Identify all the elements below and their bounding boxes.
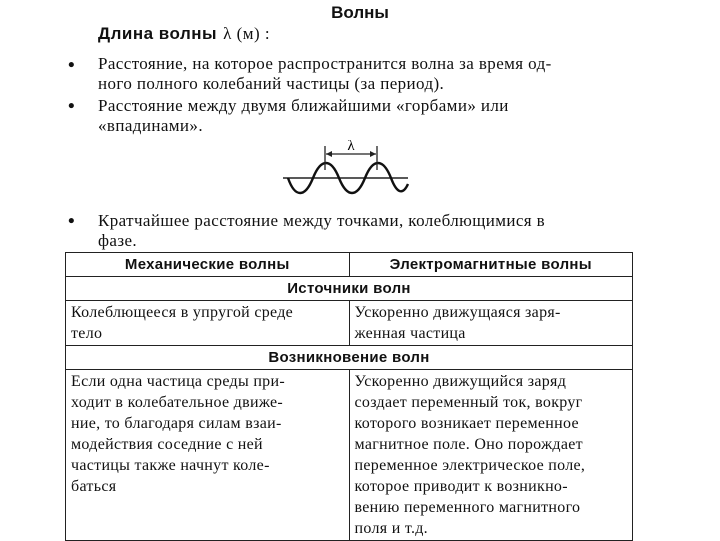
bullet-text-definition-crests [98, 96, 630, 136]
cell-line: женная частица [354, 325, 466, 342]
section-row [66, 277, 633, 301]
bullet-text-definition-period [98, 54, 630, 94]
cell-line: Если одна частица среды при- [71, 373, 285, 390]
cell-line: ние, то благодаря силам взаи- [71, 415, 282, 432]
cell-line: создает переменный ток, вокруг [354, 394, 583, 411]
text-line: ного полного колебаний частицы (за период). [98, 74, 445, 93]
cell-line: которого возникает переменное [354, 415, 579, 432]
cell-line: переменное электрическое поле, [354, 457, 586, 474]
cell-line: магнитное поле. Оно порождает [354, 436, 583, 453]
cell-line: которое приводит к возникно- [354, 478, 568, 495]
cell-line: модействия соседние с ней [71, 436, 263, 453]
bullet-text-definition-phase [98, 211, 630, 251]
lambda-arrow-head-left [326, 151, 332, 157]
lambda-label: λ [347, 140, 355, 154]
cell-line: Ускоренно движущийся заряд [354, 373, 567, 390]
section-heading [98, 24, 270, 44]
section-row [66, 346, 633, 370]
bullet-marker: • [68, 96, 75, 117]
text-line: «впадинами». [98, 116, 203, 135]
cell-line: частицы также начнут коле- [71, 457, 270, 474]
heading-text: Длина волны [98, 24, 218, 43]
cell-line: Колеблющееся в упругой среде [71, 304, 294, 321]
cell-line: баться [71, 478, 117, 495]
cell-line: Ускоренно движущаяся заря- [354, 304, 561, 321]
cell-line: тело [71, 325, 103, 342]
wavelength-diagram [283, 140, 413, 198]
bullet-marker: • [68, 55, 75, 76]
text-line: фазе. [98, 231, 138, 250]
comparison-table [65, 252, 633, 541]
text-line: Расстояние, на которое распространится волна за время од- [98, 54, 552, 73]
header-electromagnetic: Электромагнитные волны [349, 253, 633, 277]
section-origin: Возникновение волн [66, 346, 633, 370]
cell-sources-electromagnetic [349, 301, 633, 346]
table-row [66, 301, 633, 346]
cell-origin-mechanical [66, 370, 350, 541]
text-line: Расстояние между двумя ближайшими «горбами» или [98, 96, 509, 115]
cell-sources-mechanical [66, 301, 350, 346]
section-sources: Источники волн [66, 277, 633, 301]
table-header-row [66, 253, 633, 277]
cell-line: вению переменного магнитного [354, 499, 581, 516]
header-mechanical: Механические волны [66, 253, 350, 277]
heading-symbol: λ (м) : [223, 24, 271, 43]
table-row [66, 370, 633, 541]
bullet-marker: • [68, 211, 75, 232]
cell-line: ходит в колебательное движе- [71, 394, 284, 411]
cell-line: поля и т.д. [354, 520, 428, 537]
lambda-arrow-head-right [370, 151, 376, 157]
page-title: Волны [331, 3, 389, 22]
cell-origin-electromagnetic [349, 370, 633, 541]
text-line: Кратчайшее расстояние между точками, колеблющимися в [98, 211, 546, 230]
